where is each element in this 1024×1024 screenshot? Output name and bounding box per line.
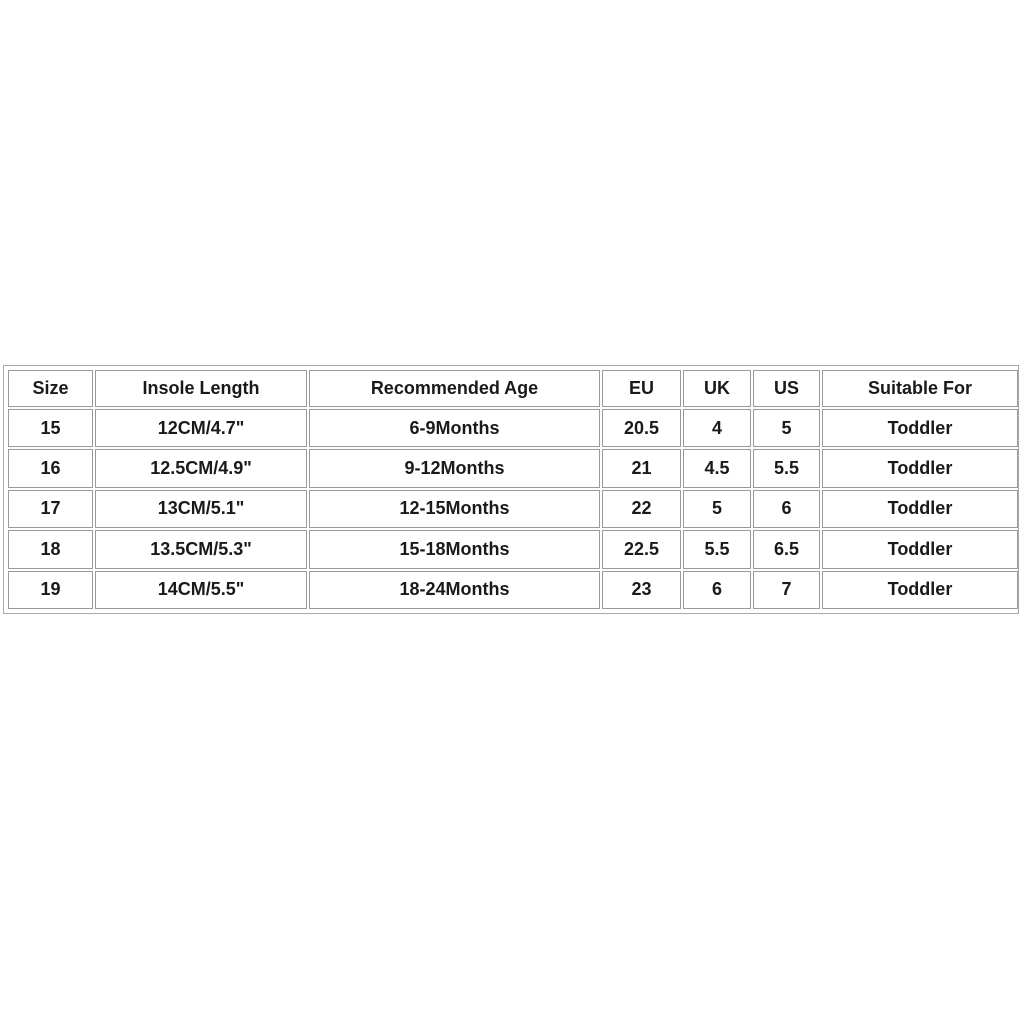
cell-insole-length: 12.5CM/4.9" [95,449,307,487]
cell-insole-length: 13.5CM/5.3" [95,530,307,568]
cell-us: 5.5 [753,449,820,487]
cell-us: 6.5 [753,530,820,568]
cell-recommended-age: 18-24Months [309,571,600,609]
cell-eu: 22 [602,490,681,528]
cell-size: 15 [8,409,93,447]
cell-suitable-for: Toddler [822,530,1018,568]
cell-size: 18 [8,530,93,568]
cell-eu: 22.5 [602,530,681,568]
cell-recommended-age: 12-15Months [309,490,600,528]
table-row [8,449,1018,487]
table-row [8,409,1018,447]
header-recommended-age: Recommended Age [309,370,600,407]
cell-insole-length: 14CM/5.5" [95,571,307,609]
cell-uk: 4.5 [683,449,751,487]
cell-recommended-age: 9-12Months [309,449,600,487]
cell-suitable-for: Toddler [822,409,1018,447]
header-eu: EU [602,370,681,407]
cell-uk: 4 [683,409,751,447]
cell-uk: 5 [683,490,751,528]
table-row [8,490,1018,528]
cell-recommended-age: 6-9Months [309,409,600,447]
cell-us: 5 [753,409,820,447]
size-chart-table [6,368,1020,611]
cell-us: 6 [753,490,820,528]
cell-eu: 20.5 [602,409,681,447]
cell-insole-length: 12CM/4.7" [95,409,307,447]
header-insole-length: Insole Length [95,370,307,407]
size-chart [3,365,1019,614]
header-size: Size [8,370,93,407]
cell-size: 19 [8,571,93,609]
header-row [8,370,1018,407]
table-row [8,530,1018,568]
header-uk: UK [683,370,751,407]
cell-us: 7 [753,571,820,609]
cell-insole-length: 13CM/5.1" [95,490,307,528]
cell-eu: 23 [602,571,681,609]
cell-size: 17 [8,490,93,528]
cell-size: 16 [8,449,93,487]
cell-suitable-for: Toddler [822,449,1018,487]
header-us: US [753,370,820,407]
cell-suitable-for: Toddler [822,490,1018,528]
cell-recommended-age: 15-18Months [309,530,600,568]
cell-eu: 21 [602,449,681,487]
table-row [8,571,1018,609]
cell-uk: 6 [683,571,751,609]
cell-uk: 5.5 [683,530,751,568]
cell-suitable-for: Toddler [822,571,1018,609]
header-suitable-for: Suitable For [822,370,1018,407]
